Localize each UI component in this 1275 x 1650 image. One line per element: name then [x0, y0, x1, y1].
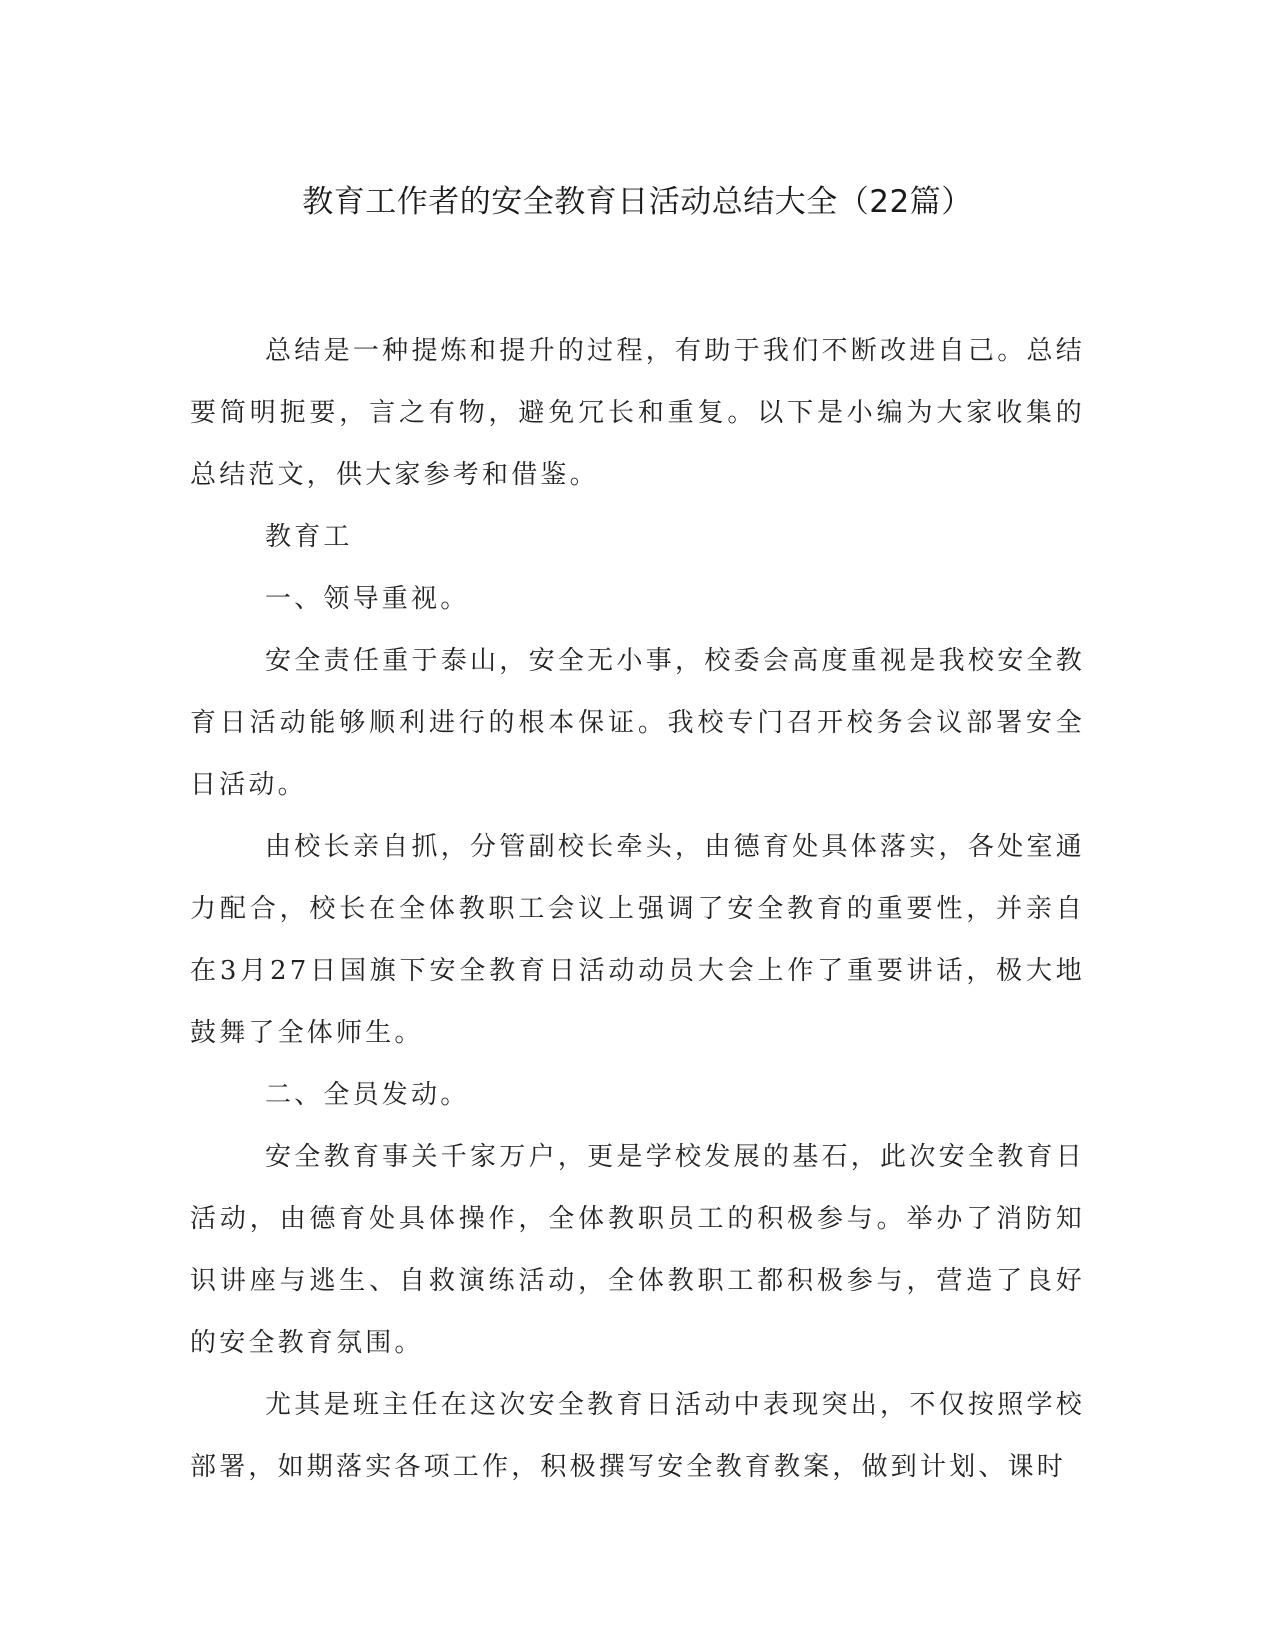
- paragraph-2: 由校长亲自抓，分管副校长牵头，由德育处具体落实，各处室通力配合，校长在全体教职工会议上强调了安全教育的重要性，并亲自在3月27日国旗下安全教育日活动动员大会上作了重要讲话，极大地鼓舞了全体师生。: [190, 832, 1085, 1048]
- paragraph-1: 安全责任重于泰山，安全无小事，校委会高度重视是我校安全教育日活动能够顺利进行的根本保证。我校专门召开校务会议部署安全日活动。: [190, 646, 1085, 800]
- document-title: 教育工作者的安全教育日活动总结大全（22篇）: [302, 184, 973, 220]
- paragraph-intro: 总结是一种提炼和提升的过程，有助于我们不断改进自己。总结要简明扼要，言之有物，避免冗长和重复。以下是小编为大家收集的总结范文，供大家参考和借鉴。: [190, 336, 1085, 490]
- paragraph-subheading: 教育工: [265, 522, 353, 552]
- section-heading-1: 一、领导重视。: [265, 584, 470, 614]
- paragraph-3: 安全教育事关千家万户，更是学校发展的基石，此次安全教育日活动，由德育处具体操作，全体教职员工的积极参与。举办了消防知识讲座与逃生、自救演练活动，全体教职工都积极参与，营造了良好的安全教育氛围。: [190, 1142, 1085, 1358]
- document-body: [190, 320, 1085, 1498]
- section-heading-2: 二、全员发动。: [265, 1080, 470, 1110]
- paragraph-4: 尤其是班主任在这次安全教育日活动中表现突出，不仅按照学校部署，如期落实各项工作，积极撰写安全教育教案，做到计划、课时: [190, 1390, 1085, 1482]
